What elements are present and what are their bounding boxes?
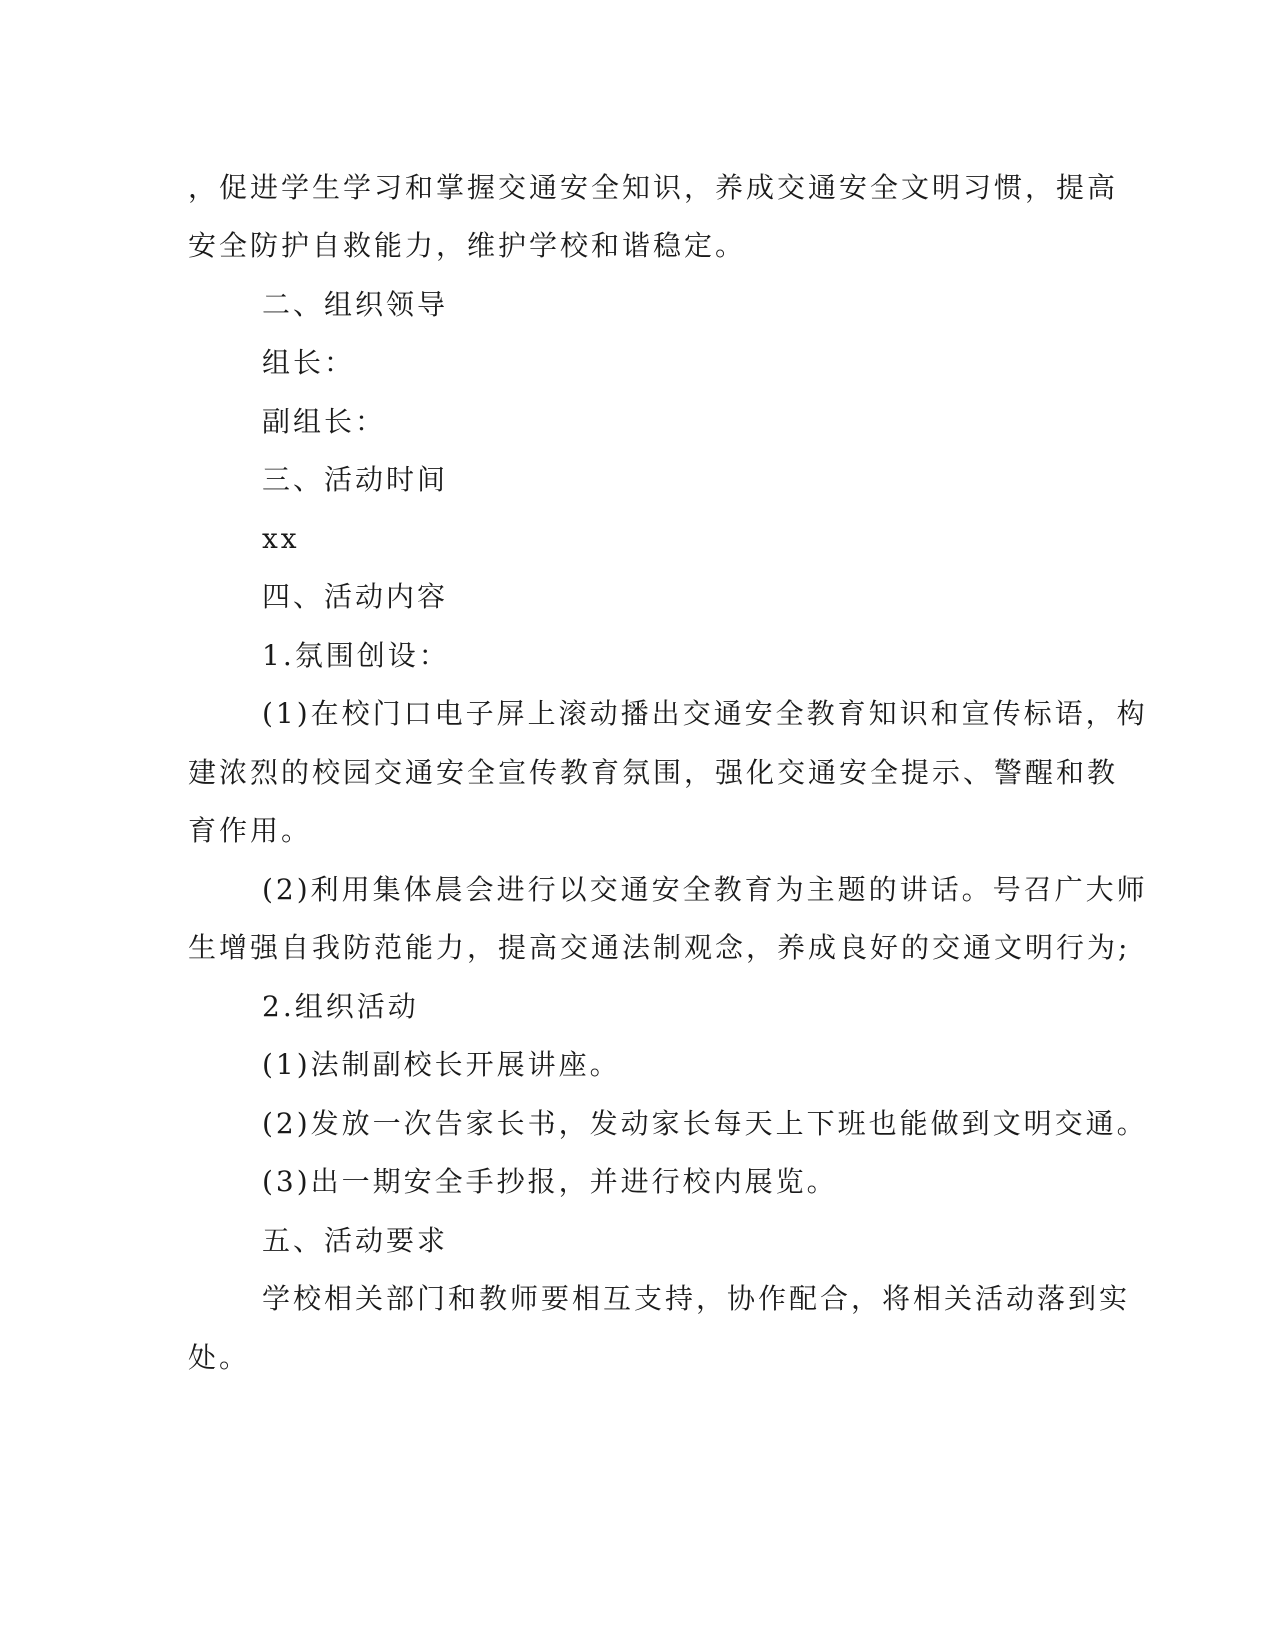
- paragraph-purpose-line-2: 安全防护自救能力，维护学校和谐稳定。: [188, 229, 747, 262]
- section-heading-organization: 二、组织领导: [262, 288, 449, 321]
- team-leader-label: 组长：: [262, 346, 356, 379]
- section-heading-time: 三、活动时间: [262, 463, 449, 496]
- section-heading-requirements: 五、活动要求: [262, 1224, 449, 1257]
- item-activity-2: (2)发放一次告家长书，发动家长每天上下班也能做到文明交通。: [262, 1107, 1148, 1140]
- item-atmosphere-1-line-3: 育作用。: [188, 814, 313, 847]
- activity-time-value: xx: [262, 522, 300, 555]
- requirements-line-2: 处。: [188, 1341, 251, 1374]
- requirements-line-1: 学校相关部门和教师要相互支持，协作配合，将相关活动落到实: [262, 1282, 1131, 1315]
- item-atmosphere-1-line-2: 建浓烈的校园交通安全宣传教育氛围，强化交通安全提示、警醒和教: [188, 756, 1119, 789]
- item-atmosphere-1-line-1: (1)在校门口电子屏上滚动播出交通安全教育知识和宣传标语，构: [262, 697, 1148, 730]
- paragraph-purpose-line-1: ，促进学生学习和掌握交通安全知识，养成交通安全文明习惯，提高: [188, 171, 1119, 204]
- subheading-atmosphere: 1.氛围创设：: [262, 639, 450, 672]
- subheading-organize-activities: 2.组织活动: [262, 990, 419, 1023]
- item-atmosphere-2-line-2: 生增强自我防范能力，提高交通法制观念，养成良好的交通文明行为;: [188, 931, 1131, 964]
- section-heading-content: 四、活动内容: [262, 580, 449, 613]
- item-activity-1: (1)法制副校长开展讲座。: [262, 1048, 621, 1081]
- item-atmosphere-2-line-1: (2)利用集体晨会进行以交通安全教育为主题的讲话。号召广大师: [262, 873, 1148, 906]
- deputy-leader-label: 副组长：: [262, 405, 387, 438]
- item-activity-3: (3)出一期安全手抄报，并进行校内展览。: [262, 1165, 838, 1198]
